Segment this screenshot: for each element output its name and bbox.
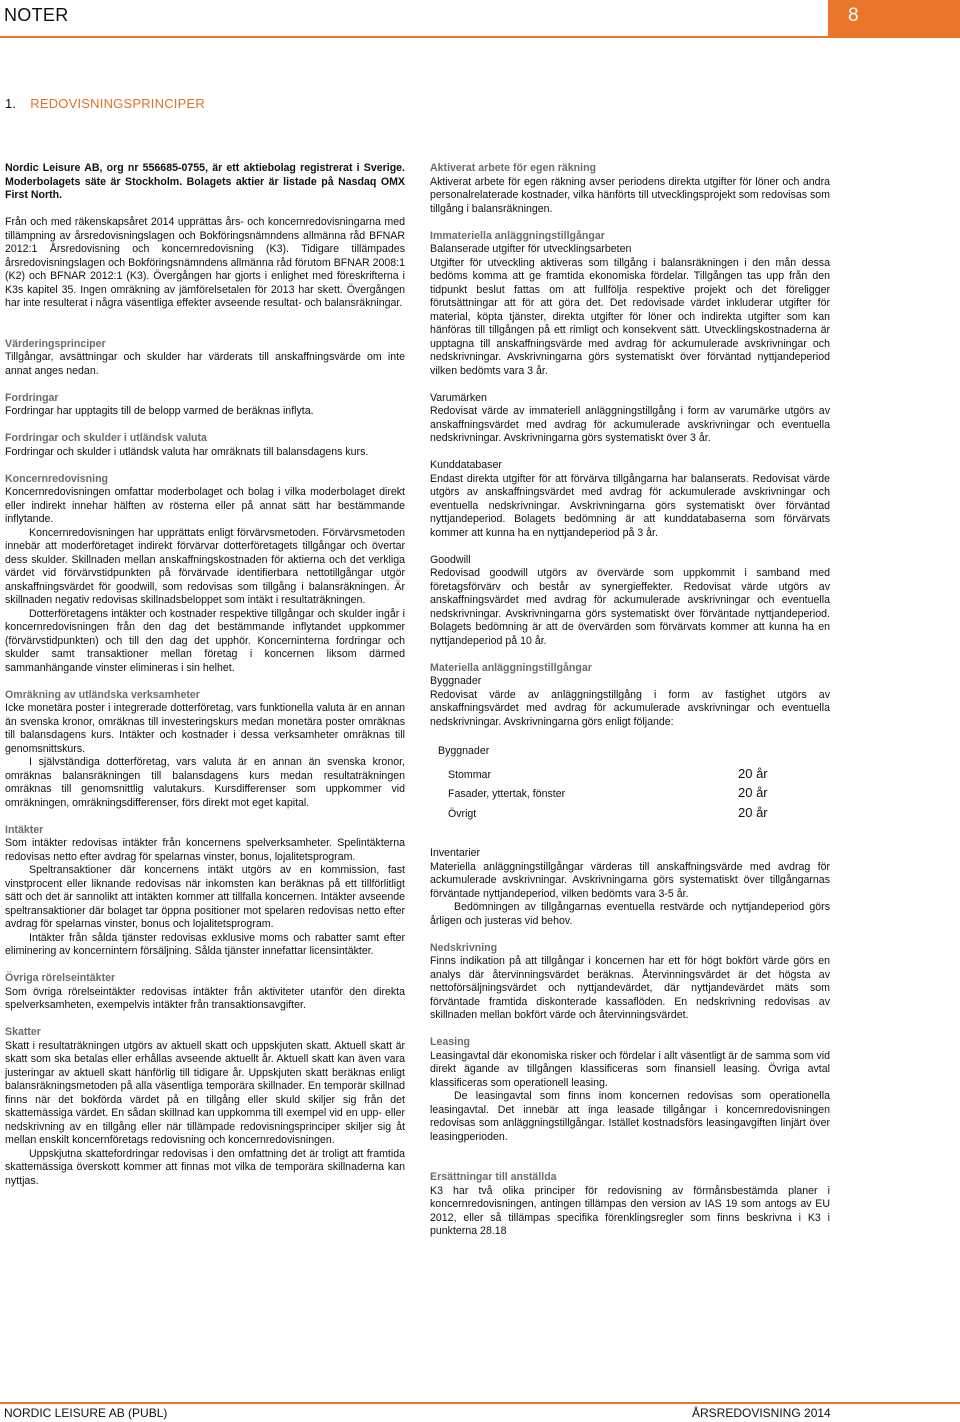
para-koncernredovisning-3: Dotterföretagens intäkter och kostnader respektive tillgångar och skulder ingår i koncernredovisningen från den dag det bestämmande inflytandet uppkommer (förvärvstidpunkten) och till den dag det upphör. Koncerninterna fordringar och skulder samt transaktioner mellan företag i koncernen liksom därmed sammanhängande vinster elimineras i sin helhet. [5, 607, 405, 674]
para-koncernredovisning-2: Koncernredovisningen har upprättats enligt förvärvsmetoden. Förvärvsmetoden innebär att moderföretaget indirekt förvärvar dotterföretagets tillgångar och övertar dess skulder. Skillnaden mellan anskaffningskostnaden för aktierna och det verkliga värdet vid förvärvstidpunkten på förvärvade identifierbara nettotillgångar utgör anskaffningsvärdet för goodwill, som redovisas som tillgång i balansräkningen. Är skillnaden negativ redovisas skillnadsbeloppet som intäkt i resultaträkningen. [5, 526, 405, 606]
page-header [0, 0, 960, 36]
para-materiella: Redovisat värde av anläggningstillgång i form av fastighet utgörs av anskaffningsvärdet med avdrag för ackumulerade avskrivningar och eventuella nedskrivningar. Avskrivningarna görs enligt följande: [430, 688, 830, 728]
para-ovriga-rorelseintakter: Som övriga rörelseintäkter redovisas intäkter från aktiviteter utanför den direkta spelverksamheten, exempelvis intäkter från transaktionsavgifter. [5, 985, 405, 1011]
heading-immateriella: Immateriella anläggningstillgångar [430, 229, 605, 242]
para-intakter-1: Som intäkter redovisas intäkter från koncernens spelverksamheter. Spelintäkterna redovisas netto efter avdrag för spelarnas vinster, bonus, lojalitetsprogram. [5, 837, 405, 863]
depreciation-row [438, 767, 788, 783]
section-heading [5, 96, 205, 111]
intro-paragraph: Från och med räkenskapsåret 2014 upprättas års- och koncernredovisningarna med tillämpning av årsredovisningslagen och Bokföringsnämndens allmänna råd BFNAR 2012:1 Årsredovisning och koncernredovisning (K3). Tidigare tillämpades årsredovisningslagen och Bokföringsnämndens allmänna råd förutom BFNAR 2008:1 (K2) och BFNAR 2012:1 (K3). Övergången har gjorts i enlighet med föreskrifterna i K3s kapitel 35. Ingen omräkning av jämförelsetalen för 2013 har skett. Övergången har inte resulterat i några väsentliga effekter avseende resultat- och balansräkningar. [5, 216, 405, 309]
depreciation-heading: Byggnader [438, 745, 490, 757]
para-intakter-2: Speltransaktioner där koncernens intäkt utgörs av en kommission, fast vinstprocent eller liknande redovisas när inkomsten kan beräknas på ett tillförlitligt sätt och det är sannolikt att intäkten kommer att tillfalla koncernen. Intäkter avseende speltransaktioner där bolaget tar öppna positioner mot spelaren redovisas netto efter avdrag för spelarnas vinster, bonus och lojalitetsprogram. [5, 864, 405, 930]
heading-goodwill: Goodwill [430, 553, 471, 566]
left-column [5, 162, 405, 1188]
header-title: NOTER [4, 5, 69, 25]
section-title: REDOVISNINGSPRINCIPER [30, 96, 205, 111]
sub-balanserade-utgifter: Balanserade utgifter för utvecklingsarbeten [430, 243, 632, 255]
depreciation-value: 20 år [738, 785, 768, 800]
depreciation-table [438, 745, 830, 821]
para-leasing-2: De leasingavtal som finns inom koncernen redovisas som operationella leasingavtal. Det innebär att inga leasade tillgångar i koncernredovisningen redovisas som anläggningstillgångar. Istället kostnadsförs leasingavgiften linjärt över leasingperioden. [430, 1090, 830, 1143]
depreciation-label: Stommar [448, 768, 491, 781]
para-kunddatabaser: Endast direkta utgifter för att förvärva tillgångarna har balanserats. Redovisat värde utgörs av anskaffningsvärdet med avdrag för ackumulerade avskrivningar och eventuella nedskrivningar. Avskrivningarna görs systematiskt över förväntad nyttjandeperiod. Bolagets bedömning är att kunddatabaserna som förvärvats kommer att kunna ha en nyttjandeperiod på 3 år. [430, 472, 830, 539]
para-varumarken: Redovisat värde av immateriell anläggningstillgång i form av varumärke utgörs av anskaffningsvärdet med avdrag för ackumulerade avskrivningar och eventuella nedskrivningar. Avskrivningarna görs systematiskt över 3 år. [430, 405, 830, 444]
para-nedskrivning: Finns indikation på att tillgångar i koncernen har ett för högt bokfört värde görs en analys där återvinningsvärdet beräknas. Återvinningsvärdet är det högsta av nettoförsäljningsvärdet och nyttjandevärdet, där nyttjandevärdet mäts som förväntade framtida diskonterade kassaflöden. En nedskrivning redovisas av skillnaden mellan bokfört värde och återvinningsvärdet. [430, 955, 830, 1021]
para-ersattningar: K3 har två olika principer för redovisning av förmånsbestämda planer i koncernredovisningen, antingen tillämpas den version av IAS 19 som antogs av EU 2012, eller så tillämpas specifika förenklingsregler som finns beskrivna i K3 i punkterna 28.18 [430, 1184, 830, 1237]
para-omrakning-2: I självständiga dotterföretag, vars valuta är en annan än svenska kronor, omräknas balansräkningen till balansdagens kurs medan resultaträkningen omräknas till genomsnittlig valutakurs. Kursdifferenser som uppkommer vid omräkningen, omräkningsdifferenser, förs direkt mot eget kapital. [5, 756, 405, 809]
para-inventarier-1: Materiella anläggningstillgångar värderas till anskaffningsvärde med avdrag för ackumulerade avskrivningar. Avskrivningarna görs systematiskt över tillgångarnas förväntade nyttjandeperiod, vilken bedömts vara 3-5 år. [430, 860, 830, 900]
depreciation-value: 20 år [738, 804, 768, 820]
heading-utlandsk-valuta: Fordringar och skulder i utländsk valuta [5, 432, 207, 444]
heading-ovriga-rorelseintakter: Övriga rörelseintäkter [5, 972, 116, 984]
depreciation-row [438, 806, 788, 822]
para-utlandsk-valuta: Fordringar och skulder i utländsk valuta har omräknats till balansdagens kurs. [5, 445, 369, 458]
depreciation-row [438, 786, 788, 802]
header-rule [0, 36, 960, 38]
heading-koncernredovisning: Koncernredovisning [5, 472, 109, 485]
para-goodwill: Redovisad goodwill utgörs av övervärde som uppkommit i samband med företagsförvärv och består av synergieffekter. Redovisat värde utgörs av anskaffningsvärdet med avdrag för ackumulerade avskrivningar och eventuella nedskrivningar. Avskrivningarna görs systematiskt över förväntade nyttjandeperiod. Bolagets bedömning är att de övervärden som förvärvats kommer att kunna ha en nyttjandeperiod på 10 år. [430, 567, 830, 647]
heading-varumarken: Varumärken [430, 391, 487, 404]
page-number-box [828, 0, 960, 36]
heading-fordringar: Fordringar [5, 391, 59, 404]
heading-nedskrivning: Nedskrivning [430, 941, 498, 954]
heading-aktiverat-arbete: Aktiverat arbete för egen räkning [430, 162, 597, 174]
intro-bold: Nordic Leisure AB, org nr 556685-0755, är ett aktiebolag registrerat i Sverige. Moderbolagets säte är Stockholm. Bolagets aktier är listade på Nasdaq OMX First North. [5, 162, 405, 201]
section-number: 1. [5, 96, 17, 111]
depreciation-label: Övrigt [448, 807, 477, 820]
heading-ersattningar: Ersättningar till anställda [430, 1171, 557, 1183]
para-leasing-1: Leasingavtal där ekonomiska risker och fördelar i allt väsentligt är de samma som vid direkt ägande av tillgången klassificeras som finansiell leasing. Övriga avtal klassificeras som operationell leasing. [430, 1049, 830, 1089]
heading-skatter: Skatter [5, 1026, 41, 1038]
page-footer [0, 1404, 960, 1422]
heading-omrakning: Omräkning av utländska verksamheter [5, 688, 200, 701]
footer-company: NORDIC LEISURE AB (PUBL) [4, 1406, 168, 1420]
para-skatter-2: Uppskjutna skattefordringar redovisas i den omfattning det är troligt att framtida skattemässiga överskott kommer att finnas mot vilka de temporära skillnaderna kan nyttjas. [5, 1147, 405, 1187]
heading-varderingsprinciper: Värderingsprinciper [5, 337, 106, 350]
heading-materiella: Materiella anläggningstillgångar [430, 661, 592, 674]
depreciation-value: 20 år [738, 765, 768, 781]
para-omrakning-1: Icke monetära poster i integrerade dotterföretag, vars funktionella valuta är en annan än svenska kronor, omräknas till investeringskurs medan monetära poster omräknas till balansdagens kurs. Intäkter och kostnader i dessa verksamheter omräknas till genomsnittskurs. [5, 702, 405, 755]
right-column [430, 162, 830, 1239]
para-inventarier-2: Bedömningen av tillgångarnas eventuella restvärde och nyttjandeperiod görs årligen och justeras vid behov. [430, 901, 830, 927]
para-immateriella: Utgifter för utveckling aktiveras som tillgång i balansräkningen i den mån dessa bedöms komma att ge framtida ekonomiska fördelar. Tillgången tas upp från den tidpunkt beslut fattas om att fullfölja respektive projekt och det föreligger förutsättningar att för att göra det. Det redovisade värdet inkluderar utgifter för material, köpta tjänster, direkta utgifter för löner och indirekta utgifter som kan hänföras till tillgången på ett rimligt och konsekvent sätt. Utvecklingskostnaderna är upptagna till anskaffningsvärde med avdrag för ackumulerade avskrivningar och nedskrivningar. Avskrivningarna görs systematiskt över förväntad nyttjandeperiod vilken bedömts vara 3 år. [430, 256, 830, 377]
footer-report: ÅRSREDOVISNING 2014 [692, 1406, 831, 1420]
depreciation-label: Fasader, yttertak, fönster [448, 788, 566, 800]
para-aktiverat-arbete: Aktiverat arbete för egen räkning avser periodens direkta utgifter för löner och andra personalrelaterade kostnader, vilka hänförts till utvecklingsprojekt som redovisas som tillgång i balansräkningen. [430, 175, 830, 215]
heading-leasing: Leasing [430, 1036, 471, 1048]
para-intakter-3: Intäkter från sålda tjänster redovisas exklusive moms och rabatter samt efter eliminering av koncernintern försäljning. Sålda tjänster innefattar licensintäkter. [5, 931, 405, 957]
heading-intakter: Intäkter [5, 823, 44, 836]
para-koncernredovisning-1: Koncernredovisningen omfattar moderbolaget och bolag i vilka moderbolaget direkt eller indirekt innehar hälften av rösterna eller på annat sätt har bestämmande inflytande. [5, 486, 405, 525]
para-fordringar: Fordringar har upptagits till de belopp varmed de beräknas inflyta. [5, 405, 314, 417]
para-skatter-1: Skatt i resultaträkningen utgörs av aktuell skatt och uppskjuten skatt. Aktuell skatt är skatt som ska betalas eller erhållas avseende aktuellt år. Aktuell skatt kan även vara justeringar av aktuell skatt hänförlig till tidigare år. Uppskjuten skatt beräknas enligt balansräkningsmetoden på alla väsentliga temporära skillnader. En temporär skillnad finns när det bokförda värdet på en tillgång eller skuld skiljer sig från det skattemässiga värdet. En sådan skillnad kan uppkomma till exempel vid en upp- eller nedskrivning av en tillgång eller när tillämpade redovisningsprinciper skiljer sig åt mellan enskilt koncernföretags redovisning och koncernredovisningen. [5, 1039, 405, 1146]
page-number: 8 [848, 5, 859, 26]
heading-kunddatabaser: Kunddatabaser [430, 459, 502, 471]
para-varderingsprinciper: Tillgångar, avsättningar och skulder har värderats till anskaffningsvärde om inte annat anges nedan. [5, 351, 405, 377]
heading-inventarier: Inventarier [430, 847, 481, 859]
sub-byggnader: Byggnader [430, 675, 482, 687]
